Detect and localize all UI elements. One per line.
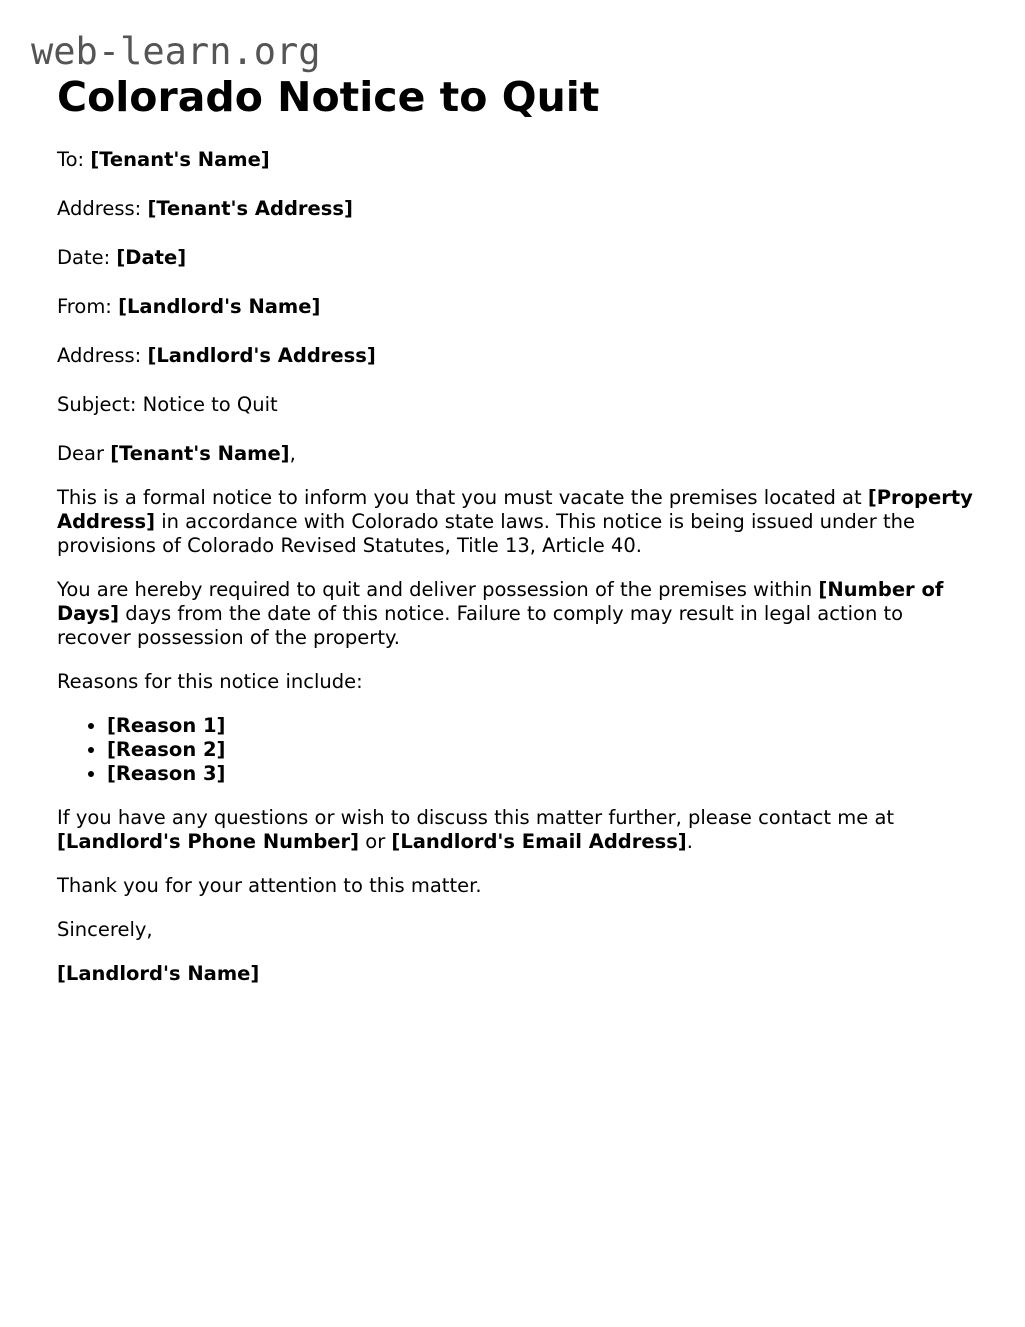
to-label: To: bbox=[57, 148, 85, 171]
email-placeholder: [Landlord's Email Address] bbox=[391, 830, 687, 853]
contact-paragraph bbox=[57, 806, 977, 854]
date-field bbox=[57, 246, 977, 270]
salutation bbox=[57, 442, 977, 466]
salutation-prefix: Dear bbox=[57, 442, 104, 465]
possession-text-part1: You are hereby required to quit and deliver possession of the premises within bbox=[57, 578, 813, 601]
contact-text-part1: If you have any questions or wish to discuss this matter further, please contact me at bbox=[57, 806, 895, 829]
closing-line: Sincerely, bbox=[57, 918, 153, 941]
landlord-address-value: [Landlord's Address] bbox=[147, 344, 376, 367]
list-item: • [Reason 3] bbox=[107, 762, 977, 786]
document-title: Colorado Notice to Quit bbox=[57, 73, 600, 121]
list-item: • [Reason 1] bbox=[107, 714, 977, 738]
to-field bbox=[57, 148, 977, 172]
tenant-address-field bbox=[57, 197, 977, 221]
salutation-comma: , bbox=[289, 442, 296, 465]
vacate-text-part1: This is a formal notice to inform you that you must vacate the premises located at bbox=[57, 486, 862, 509]
list-item: • [Reason 2] bbox=[107, 738, 977, 762]
landlord-address-label: Address: bbox=[57, 344, 142, 367]
subject-line: Subject: Notice to Quit bbox=[57, 393, 278, 416]
phone-placeholder: [Landlord's Phone Number] bbox=[57, 830, 360, 853]
date-value: [Date] bbox=[116, 246, 187, 269]
tenant-address-label: Address: bbox=[57, 197, 142, 220]
from-value: [Landlord's Name] bbox=[118, 295, 321, 318]
thanks-line: Thank you for your attention to this matter. bbox=[57, 874, 482, 897]
from-field bbox=[57, 295, 977, 319]
date-label: Date: bbox=[57, 246, 111, 269]
vacate-paragraph bbox=[57, 486, 977, 558]
property-address-placeholder: [Property Address] bbox=[57, 486, 973, 533]
tenant-address-value: [Tenant's Address] bbox=[147, 197, 353, 220]
landlord-address-field bbox=[57, 344, 977, 368]
reasons-list bbox=[57, 714, 977, 786]
contact-or: or bbox=[365, 830, 386, 853]
possession-paragraph bbox=[57, 578, 977, 650]
possession-text-part2: days from the date of this notice. Failure to comply may result in legal action to recover possession of the property. bbox=[57, 602, 904, 649]
from-label: From: bbox=[57, 295, 112, 318]
signature-line bbox=[57, 962, 977, 986]
to-value: [Tenant's Name] bbox=[90, 148, 270, 171]
watermark-text: web-learn.org bbox=[31, 30, 321, 73]
salutation-name: [Tenant's Name] bbox=[110, 442, 290, 465]
vacate-text-part2: in accordance with Colorado state laws. This notice is being issued under the provisions of Colorado Revised Statutes, Title 13, Article 40. bbox=[57, 510, 915, 557]
notice-document bbox=[57, 70, 977, 986]
number-of-days-placeholder: [Number of Days] bbox=[57, 578, 944, 625]
reasons-intro: Reasons for this notice include: bbox=[57, 670, 363, 693]
contact-period: . bbox=[686, 830, 693, 853]
signature-name: [Landlord's Name] bbox=[57, 962, 260, 985]
